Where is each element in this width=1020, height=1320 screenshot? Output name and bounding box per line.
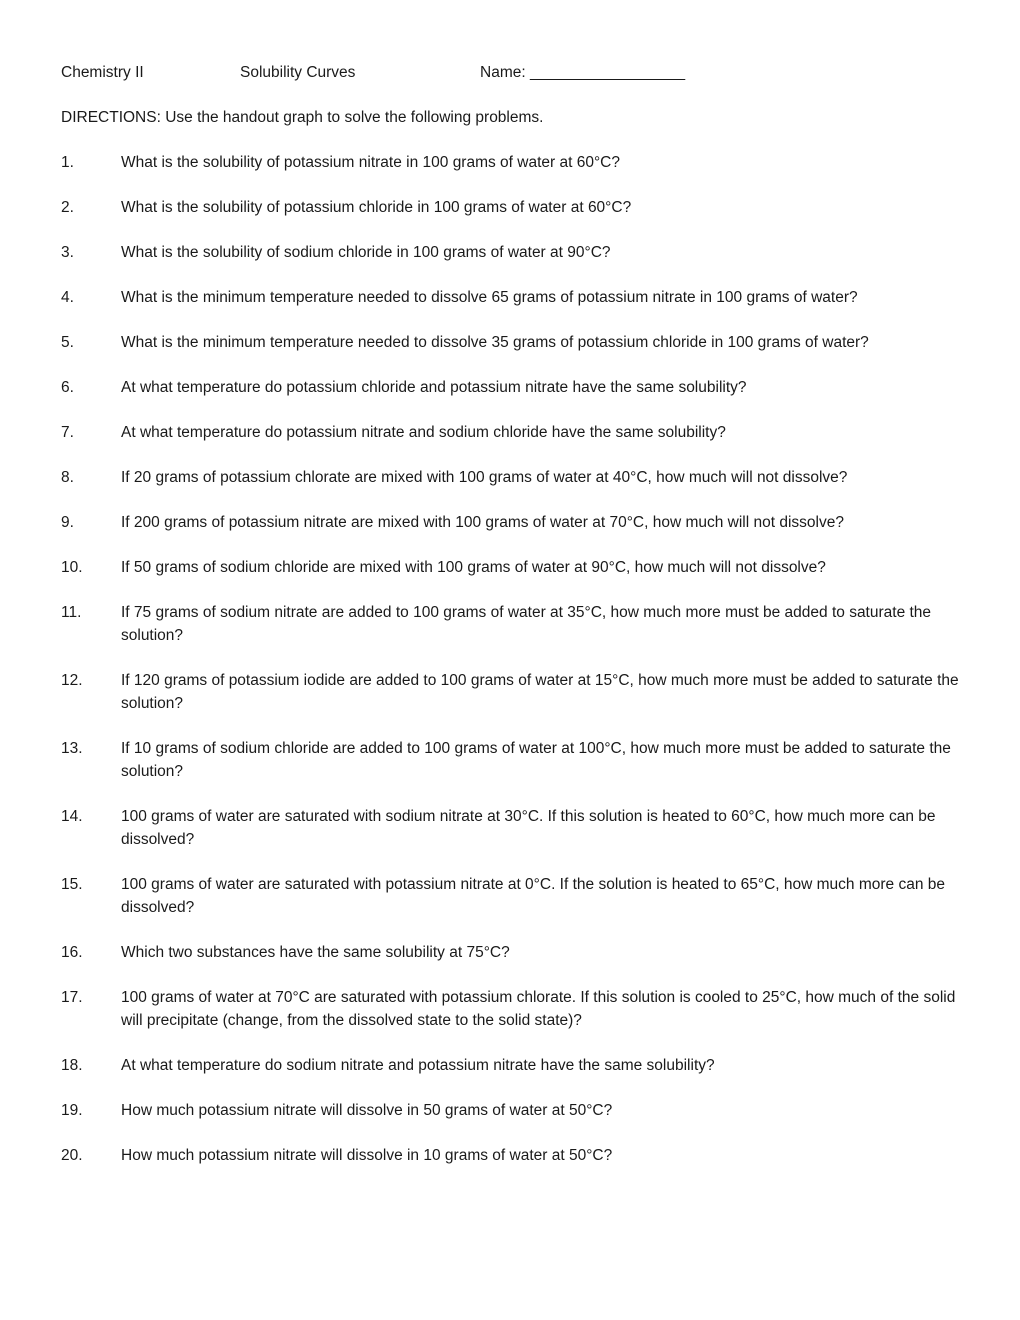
question-item	[0, 669, 1020, 715]
question-number: 2.	[61, 199, 74, 216]
question-number: 12.	[61, 672, 83, 689]
question-number: 20.	[61, 1147, 83, 1164]
question-number: 11.	[61, 604, 82, 621]
question-text: What is the solubility of sodium chloride in 100 grams of water at 90°C?	[121, 244, 611, 261]
question-text: What is the minimum temperature needed to dissolve 35 grams of potassium chloride in 100 grams of water?	[121, 334, 869, 351]
question-text: If 120 grams of potassium iodide are added to 100 grams of water at 15°C, how much more must be added to saturate the solution?	[121, 672, 959, 712]
question-text: If 75 grams of sodium nitrate are added to 100 grams of water at 35°C, how much more must be added to saturate the solution?	[121, 604, 932, 644]
question-text: 100 grams of water are saturated with potassium nitrate at 0°C. If the solution is heated to 65°C, how much more can be dissolved?	[121, 876, 945, 916]
question-text: If 200 grams of potassium nitrate are mixed with 100 grams of water at 70°C, how much will not dissolve?	[121, 514, 844, 531]
question-number: 5.	[61, 334, 74, 351]
question-number: 13.	[61, 740, 83, 757]
question-item	[0, 1054, 1020, 1077]
worksheet-header	[61, 61, 961, 84]
question-number: 4.	[61, 289, 74, 306]
question-text: If 20 grams of potassium chlorate are mixed with 100 grams of water at 40°C, how much will not dissolve?	[121, 469, 848, 486]
course-title: Chemistry II	[61, 64, 144, 81]
question-list	[0, 151, 1020, 1189]
question-number: 18.	[61, 1057, 83, 1074]
worksheet-topic: Solubility Curves	[240, 64, 356, 81]
question-item	[0, 873, 1020, 919]
question-number: 10.	[61, 559, 83, 576]
question-number: 15.	[61, 876, 83, 893]
question-text: At what temperature do potassium nitrate and sodium chloride have the same solubility?	[121, 424, 726, 441]
question-number: 6.	[61, 379, 74, 396]
question-item	[0, 805, 1020, 851]
question-item	[0, 601, 1020, 647]
question-item	[0, 196, 1020, 219]
question-text: If 10 grams of sodium chloride are added to 100 grams of water at 100°C, how much more must be added to saturate the solution?	[121, 740, 951, 780]
question-item	[0, 286, 1020, 309]
question-item	[0, 511, 1020, 534]
question-text: What is the solubility of potassium nitrate in 100 grams of water at 60°C?	[121, 154, 620, 171]
question-item	[0, 1144, 1020, 1167]
question-item	[0, 556, 1020, 579]
question-item	[0, 986, 1020, 1032]
name-field-label: Name: __________________	[480, 64, 686, 81]
question-item	[0, 151, 1020, 174]
question-text: At what temperature do potassium chloride and potassium nitrate have the same solubility?	[121, 379, 747, 396]
question-number: 8.	[61, 469, 74, 486]
question-item	[0, 941, 1020, 964]
question-text: What is the solubility of potassium chloride in 100 grams of water at 60°C?	[121, 199, 632, 216]
question-text: At what temperature do sodium nitrate and potassium nitrate have the same solubility?	[121, 1057, 715, 1074]
question-text: 100 grams of water at 70°C are saturated with potassium chlorate. If this solution is cooled to 25°C, how much of the solid will precipitate (change, from the dissolved state to the solid state)?	[121, 989, 956, 1029]
question-item	[0, 241, 1020, 264]
question-number: 19.	[61, 1102, 83, 1119]
question-text: Which two substances have the same solubility at 75°C?	[121, 944, 510, 961]
question-item	[0, 737, 1020, 783]
question-item	[0, 1099, 1020, 1122]
question-text: How much potassium nitrate will dissolve in 10 grams of water at 50°C?	[121, 1147, 613, 1164]
question-item	[0, 421, 1020, 444]
question-number: 9.	[61, 514, 74, 531]
question-number: 16.	[61, 944, 83, 961]
question-item	[0, 331, 1020, 354]
question-number: 17.	[61, 989, 83, 1006]
question-number: 7.	[61, 424, 74, 441]
question-text: 100 grams of water are saturated with sodium nitrate at 30°C. If this solution is heated to 60°C, how much more can be dissolved?	[121, 808, 936, 848]
question-text: If 50 grams of sodium chloride are mixed with 100 grams of water at 90°C, how much will not dissolve?	[121, 559, 826, 576]
question-item	[0, 376, 1020, 399]
question-number: 14.	[61, 808, 83, 825]
question-number: 3.	[61, 244, 74, 261]
question-number: 1.	[61, 154, 74, 171]
directions-text: DIRECTIONS: Use the handout graph to solve the following problems.	[61, 109, 544, 126]
question-item	[0, 466, 1020, 489]
question-text: What is the minimum temperature needed to dissolve 65 grams of potassium nitrate in 100 grams of water?	[121, 289, 858, 306]
question-text: How much potassium nitrate will dissolve in 50 grams of water at 50°C?	[121, 1102, 613, 1119]
